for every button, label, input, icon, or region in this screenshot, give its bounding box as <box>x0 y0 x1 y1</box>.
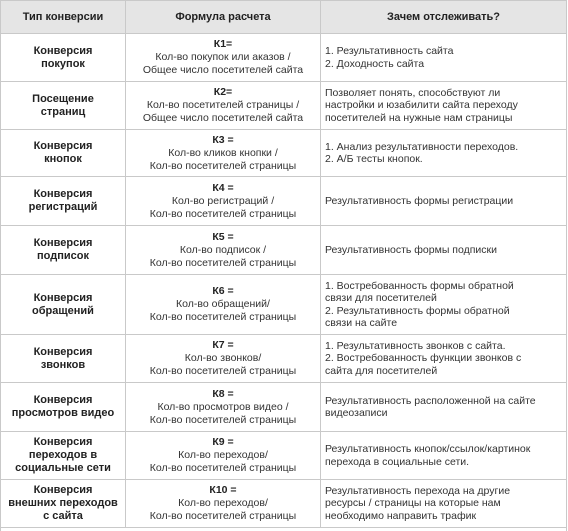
conversion-type-line: подписок <box>37 250 89 262</box>
table-row <box>1 34 566 82</box>
conversion-type-cell <box>1 275 126 334</box>
why-track-line: 2. Доходность сайта <box>325 57 425 70</box>
formula-cell <box>126 383 321 431</box>
formula-line: Кол-во посетителей страницы <box>149 413 297 426</box>
conversion-type-label <box>29 188 98 214</box>
formula-text <box>150 388 296 427</box>
table-row <box>1 275 566 335</box>
why-track-line: 2. А/Б тесты кнопок. <box>325 153 423 165</box>
why-track-line: сайта для посетителей <box>325 364 438 377</box>
conversion-type-cell <box>1 480 126 527</box>
conversion-type-line: Конверсия <box>33 237 93 249</box>
why-track-cell <box>321 275 566 334</box>
formula-cell <box>126 82 321 129</box>
why-track-line: Результативность расположенной на сайте <box>325 394 536 407</box>
why-track-text <box>325 280 514 330</box>
formula-line: Кол-во посетителей страницы <box>149 462 297 474</box>
formula-text <box>150 182 296 221</box>
conversion-type-cell <box>1 432 126 479</box>
why-track-line: посетителей на нужные нам страницы <box>325 111 513 124</box>
formula-coefficient: К5 = <box>212 230 234 243</box>
why-track-line: 1. Востребованность формы обратной <box>325 279 514 292</box>
why-track-line: ресурсы / страницы на которые нам <box>325 497 501 510</box>
formula-cell <box>126 432 321 479</box>
header-why-track: Зачем отслеживать? <box>386 11 501 23</box>
header-conversion-type: Тип конверсии <box>1 1 126 33</box>
formula-line: Кол-во обращений/ <box>176 298 270 310</box>
formula-cell <box>126 226 321 274</box>
conversion-type-line: кнопок <box>44 153 82 165</box>
formula-line: Кол-во посетителей страницы <box>149 510 297 522</box>
conversion-type-line: страниц <box>40 105 86 118</box>
formula-coefficient: К6 = <box>212 285 234 297</box>
formula-text <box>150 339 296 378</box>
table-row <box>1 177 566 226</box>
table-row <box>1 432 566 480</box>
formula-line: Общее число посетителей сайта <box>142 112 304 124</box>
header-formula: Формула расчета <box>126 1 321 33</box>
formula-coefficient: К9 = <box>212 436 234 448</box>
conversion-type-line: Конверсия <box>33 140 93 152</box>
why-track-line: Позволяет понять, способствуют ли <box>325 86 501 99</box>
why-track-text <box>325 87 518 125</box>
formula-coefficient: К1= <box>213 38 233 50</box>
formula-text <box>143 86 303 125</box>
conversion-type-label <box>15 436 111 475</box>
formula-line: Кол-во кликов кнопки / <box>168 146 278 159</box>
conversion-type-cell <box>1 130 126 176</box>
conversion-type-label <box>32 93 94 119</box>
formula-cell <box>126 177 321 225</box>
conversion-type-cell <box>1 383 126 431</box>
why-track-line: 1. Результативность звонков с сайта. <box>325 339 506 352</box>
formula-text <box>150 484 296 523</box>
why-track-cell <box>321 226 566 274</box>
formula-coefficient: К3 = <box>212 133 234 146</box>
why-track-line: Результативность перехода на другие <box>325 484 511 497</box>
why-track-line: 1. Анализ результативности переходов. <box>325 140 519 153</box>
conversion-type-label <box>34 346 93 372</box>
conversion-type-line: звонков <box>40 358 86 371</box>
why-track-cell <box>321 335 566 382</box>
table-body <box>1 34 566 528</box>
why-track-text <box>325 395 536 420</box>
table-row <box>1 226 566 275</box>
why-track-cell <box>321 177 566 225</box>
conversion-type-line: переходов в <box>28 449 98 461</box>
formula-line: Кол-во посетителей страницы <box>149 159 297 172</box>
formula-cell <box>126 130 321 176</box>
conversion-type-line: Конверсия <box>33 188 93 200</box>
why-track-cell <box>321 82 566 129</box>
conversion-type-label <box>34 237 93 263</box>
conversion-type-line: Конверсия <box>33 394 93 406</box>
formula-text <box>150 285 296 324</box>
formula-line: Кол-во переходов/ <box>178 497 268 509</box>
formula-line: Кол-во регистраций / <box>171 194 275 207</box>
formula-line: Общее число посетителей сайта <box>142 64 304 76</box>
why-track-text <box>325 443 530 468</box>
conversion-type-line: Конверсия <box>33 436 93 448</box>
table-row <box>1 335 566 383</box>
table-header-row <box>1 0 566 34</box>
conversion-type-cell <box>1 34 126 81</box>
conversion-type-line: Конверсия <box>33 484 93 496</box>
formula-line: Кол-во подписок / <box>179 243 267 256</box>
conversion-type-label <box>34 45 93 71</box>
conversion-type-label <box>8 484 118 523</box>
formula-cell <box>126 480 321 527</box>
conversion-type-line: Конверсия <box>33 44 93 57</box>
conversion-type-cell <box>1 82 126 129</box>
why-track-text <box>325 340 521 378</box>
why-track-text <box>325 141 518 166</box>
why-track-line: видеозаписи <box>325 407 388 419</box>
conversion-type-cell <box>1 177 126 225</box>
table-row <box>1 480 566 528</box>
why-track-cell <box>321 383 566 431</box>
formula-line: Кол-во посетителей страницы <box>149 256 297 269</box>
why-track-line: Результативность кнопок/ссылок/картинок <box>325 443 531 455</box>
conversion-type-line: Посещение <box>32 92 94 105</box>
why-track-line: 2. Результативность формы обратной <box>325 304 510 317</box>
conversion-type-line: с сайта <box>43 510 83 522</box>
formula-cell <box>126 275 321 334</box>
conversion-type-line: Конверсия <box>33 345 93 358</box>
why-track-line: необходимо направить трафик <box>325 509 477 522</box>
why-track-line: связи на сайте <box>325 317 398 329</box>
conversion-type-line: внешних переходов <box>8 497 118 509</box>
formula-line: Кол-во посетителей страницы <box>149 207 297 220</box>
formula-line: Кол-во переходов/ <box>178 449 268 461</box>
table-row <box>1 82 566 130</box>
formula-coefficient: К4 = <box>212 181 234 194</box>
formula-text <box>143 38 303 77</box>
conversion-type-label <box>12 394 114 420</box>
conversion-type-label <box>32 292 94 318</box>
why-track-line: 2. Востребованность функции звонков с <box>325 352 522 365</box>
formula-coefficient: К10 = <box>209 484 237 496</box>
conversion-type-cell <box>1 226 126 274</box>
why-track-cell <box>321 432 566 479</box>
formula-line: Кол-во покупок или аказов / <box>155 51 291 63</box>
why-track-line: Результативность формы регистрации <box>325 194 514 207</box>
why-track-line: перехода в социальные сети. <box>325 455 470 468</box>
why-track-line: Результативность формы подписки <box>325 243 497 256</box>
conversion-type-line: социальные сети <box>15 462 111 474</box>
formula-line: Кол-во просмотров видео / <box>157 400 289 413</box>
why-track-cell <box>321 130 566 176</box>
why-track-text <box>325 195 513 208</box>
formula-cell <box>126 34 321 81</box>
conversion-type-line: обращений <box>32 304 94 317</box>
formula-line: Кол-во звонков/ <box>184 352 262 364</box>
why-track-text <box>325 244 497 257</box>
conversion-type-line: регистраций <box>28 201 98 213</box>
formula-cell <box>126 335 321 382</box>
formula-coefficient: К2= <box>213 86 233 98</box>
why-track-text <box>325 45 453 70</box>
conversion-type-line: просмотров видео <box>11 407 115 419</box>
conversion-type-line: покупок <box>41 57 85 70</box>
why-track-line: настройки и юзабилити сайта переходу <box>325 99 518 112</box>
formula-text <box>150 231 296 270</box>
why-track-text <box>325 485 510 523</box>
formula-coefficient: К7 = <box>212 339 234 351</box>
formula-line: Кол-во посетителей страницы <box>149 311 297 323</box>
why-track-line: связи для посетителей <box>325 292 437 304</box>
table-row <box>1 383 566 432</box>
formula-text <box>150 134 296 173</box>
conversion-type-label <box>34 140 93 166</box>
conversion-type-line: Конверсия <box>33 291 93 304</box>
conversion-type-cell <box>1 335 126 382</box>
why-track-line: 1. Результативность сайта <box>325 45 454 57</box>
formula-text <box>150 436 296 475</box>
why-track-cell <box>321 34 566 81</box>
why-track-cell <box>321 480 566 527</box>
table-row <box>1 130 566 177</box>
formula-coefficient: К8 = <box>212 387 234 400</box>
formula-line: Кол-во посетителей страницы / <box>146 99 300 111</box>
formula-line: Кол-во посетителей страницы <box>149 365 297 377</box>
